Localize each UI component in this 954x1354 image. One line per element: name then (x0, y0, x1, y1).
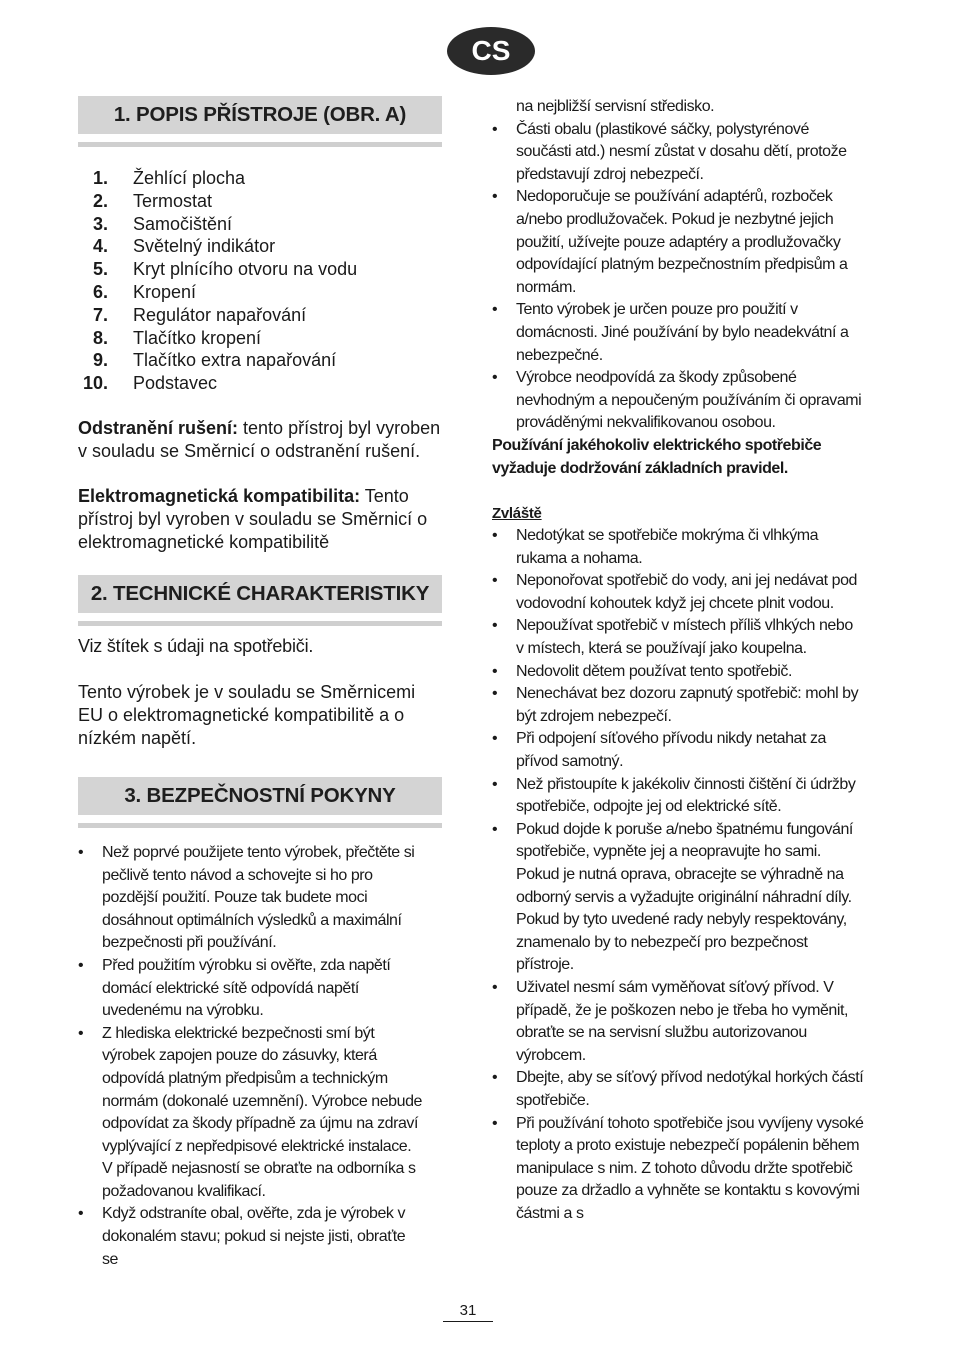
part-number: 7. (92, 304, 108, 325)
bullet-icon: • (492, 1069, 498, 1087)
bullet-icon: • (492, 685, 498, 703)
continuation-text: na nejbližší servisní středisko. (516, 98, 715, 115)
part-number: 5. (92, 259, 108, 280)
list-item-text: Před použitím výrobku si ověřte, zda napětí domácí elektrické sítě odpovídá napětí uvedenému na výrobku. (102, 956, 391, 1020)
part-label: Kropení (133, 281, 197, 302)
bullet-icon: • (492, 730, 498, 748)
bullet-icon: • (492, 120, 498, 138)
emc-paragraph (78, 485, 442, 554)
special-rules-bullet-list (492, 525, 864, 1225)
part-label: Regulátor napařování (133, 304, 307, 325)
part-label: Tlačítko extra napařování (133, 350, 337, 371)
list-item (492, 1113, 864, 1226)
bullet-icon: • (492, 188, 498, 206)
list-item-text: Nenechávat bez dozoru zapnutý spotřebič: mohl by být zdrojem nebezpečí. (516, 685, 859, 725)
part-label: Kryt plnícího otvoru na vodu (133, 259, 358, 280)
list-item-text: Než poprvé použijete tento výrobek, přečtěte si pečlivě tento návod a schovejte si ho pro pozdější použití. Pouze tak budete moci dosáhnout optimálních výsledků a maximální bezpečnosti při používání. (102, 843, 415, 952)
bullet-icon: • (492, 820, 498, 838)
list-item (492, 186, 864, 299)
part-number: 6. (92, 281, 108, 302)
list-item-text: Neponořovat spotřebič do vody, ani jej nedávat pod vodovodní kohoutek když jej chcete plnit vodou. (516, 572, 858, 612)
list-item-text: Při používání tohoto spotřebiče jsou vyvíjeny vysoké teploty a proto existuje nebezpečí popálenin během manipulace s nim. Z tohoto důvodu držte spotřebič pouze za držadlo a vyhněte se kontaktu s kovovými částmi a s (516, 1114, 864, 1222)
list-item-text: Než přistoupíte k jakékoliv činnosti čištění či údržby spotřebiče, odpojte jej od elektrické sítě. (516, 775, 856, 816)
bullet-icon: • (492, 775, 498, 793)
left-column (78, 96, 442, 1271)
list-item (492, 119, 864, 187)
bullet-icon: • (492, 1114, 498, 1132)
bullet-icon: • (78, 843, 84, 861)
list-item (78, 842, 424, 955)
section-heading-technical: 2. TECHNICKÉ CHARAKTERISTIKY (78, 575, 442, 613)
section-divider (78, 621, 442, 626)
part-number: 8. (92, 327, 108, 348)
subheading-especially: Zvláště (492, 505, 542, 523)
emc-label: Elektromagnetická kompatibilita: (78, 485, 361, 506)
parts-list-item (78, 167, 442, 190)
list-item-text: Když odstraníte obal, ověřte, zda je výrobek v dokonalém stavu; pokud si nejste jisti, obraťte se (102, 1205, 406, 1268)
list-item (492, 683, 864, 728)
part-number: 9. (92, 350, 108, 371)
part-label: Podstavec (133, 373, 218, 394)
list-item-text: Při odpojení síťového přívodu nikdy netahat za přívod samotný. (516, 730, 826, 771)
technical-paragraph-label: Viz štítek s údaji na spotřebiči. (78, 635, 314, 656)
parts-list-item (78, 304, 442, 327)
parts-list-item (78, 235, 442, 258)
technical-paragraph-directives: Tento výrobek je v souladu se Směrnicemi EU o elektromagnetické kompatibilitě a o nízkém napětí. (78, 681, 416, 748)
part-label: Světelný indikátor (133, 236, 276, 257)
part-label: Tlačítko kropení (133, 327, 262, 348)
bullet-icon: • (492, 527, 498, 545)
list-item-text: Pokud dojde k poruše a/nebo špatnému fungování spotřebiče, vypněte jej a neopravujte ho sami. Pokud je nutná oprava, obracejte se výhradně na odborný servis a vyžadujte originální náhradní díly. Pokud by tyto uvedené rady nebyly respektovány, znamenalo by to nebezpečí pro bezpečnost přístroje. (516, 820, 853, 974)
list-item (492, 819, 864, 977)
right-column (492, 96, 864, 1226)
section-heading-safety: 3. BEZPEČNOSTNÍ POKYNY (78, 777, 442, 815)
list-item (492, 367, 864, 435)
interference-label: Odstranění rušení: (78, 417, 239, 438)
section-divider (78, 142, 442, 147)
list-item (78, 955, 424, 1023)
bullet-icon: • (492, 662, 498, 680)
basic-rules-statement: Používání jakéhokoliv elektrického spotřebiče vyžaduje dodržování základních pravidel. (492, 436, 822, 477)
list-item (492, 299, 864, 367)
parts-list-item (78, 258, 442, 281)
list-item (78, 1023, 424, 1204)
part-label: Žehlící plocha (133, 168, 246, 188)
list-item (492, 977, 864, 1067)
part-label: Samočištění (133, 213, 233, 234)
list-item-text: Uživatel nesmí sám vyměňovat síťový přívod. V případě, že je poškozen nebo je třeba ho vyměnit, obraťte se na servisní službu autorizovanou výrobcem. (516, 978, 848, 1064)
bullet-icon: • (78, 956, 84, 974)
bullet-icon: • (492, 369, 498, 387)
bullet-icon: • (492, 301, 498, 319)
part-number: 3. (92, 213, 108, 234)
bullet-icon: • (492, 617, 498, 635)
bullet-icon: • (78, 1205, 84, 1223)
list-item (492, 728, 864, 773)
list-item (492, 570, 864, 615)
list-item-text: Nepoužívat spotřebič v místech příliš vlhkých nebo v místech, která se používají jako koupelna. (516, 617, 853, 658)
list-item-text: Nedotýkat se spotřebiče mokrýma či vlhkýma rukama a nohama. (516, 527, 819, 567)
parts-list-item (78, 327, 442, 350)
bullet-icon: • (492, 572, 498, 590)
list-item-text: Části obalu (plastikové sáčky, polystyrénové součásti atd.) nesmí zůstat v dosahu dětí, protože představují zdroj nebezpečí. (516, 120, 847, 183)
parts-list-item (78, 372, 442, 395)
parts-list (78, 167, 442, 395)
safety-bullet-list-continued (492, 119, 864, 435)
safety-bullet-list (78, 842, 424, 1271)
list-item (492, 525, 864, 570)
part-number: 4. (92, 236, 108, 257)
part-label: Termostat (133, 190, 213, 211)
interference-paragraph (78, 417, 442, 463)
list-item-text: Nedoporučuje se používání adaptérů, rozboček a/nebo prodlužovaček. Pokud je nezbytné jejich použití, užívejte pouze adaptéry a prodlužovačky odpovídající platným bezpečnostním předpisům a normám. (516, 188, 848, 296)
bullet-icon: • (492, 978, 498, 996)
parts-list-item (78, 349, 442, 372)
list-item-text: Z hlediska elektrické bezpečnosti smí být výrobek zapojen pouze do zásuvky, která odpovídá platným předpisům a technickým normám (dokonalé uzemnění). Výrobce nebude odpovídat za škody případně za újmu na zdraví vyplývající z nepředpisové elektrické instalace. V případě nejasností se obraťte na odborníka s požadovanou kvalifikací. (102, 1024, 422, 1200)
list-item (492, 661, 864, 684)
bullet-icon: • (78, 1024, 84, 1042)
list-item (492, 774, 864, 819)
page-number: 31 (443, 1302, 493, 1322)
part-number: 10. (82, 373, 108, 394)
list-item-text: Dbejte, aby se síťový přívod nedotýkal horkých částí spotřebiče. (516, 1069, 864, 1109)
parts-list-item (78, 281, 442, 304)
list-item (492, 1067, 864, 1112)
interference-text: tento přístroj byl vyroben v souladu se Směrnicí o odstranění rušení. (78, 417, 441, 461)
list-item-text: Nedovolit dětem používat tento spotřebič. (516, 662, 792, 680)
list-item (78, 1203, 424, 1271)
list-item-text: Výrobce neodpovídá za škody způsobené nevhodným a nepoučeným používáním či opravami prováděnými nekvalifikovanou osobou. (516, 369, 862, 432)
parts-list-item (78, 190, 442, 213)
section-heading-description: 1. POPIS PŘÍSTROJE (OBR. A) (78, 96, 442, 134)
part-number: 1. (92, 168, 108, 188)
parts-list-item (78, 213, 442, 236)
part-number: 2. (92, 190, 108, 211)
list-item (492, 615, 864, 660)
language-badge: CS (447, 27, 535, 75)
section-divider (78, 823, 442, 828)
list-item-text: Tento výrobek je určen pouze pro použití v domácnosti. Jiné používání by bylo neadekvátní a nebezpečné. (516, 301, 849, 364)
emc-text: Tento přístroj byl vyroben v souladu se Směrnicí o elektromagnetické kompatibilitě (78, 485, 428, 552)
